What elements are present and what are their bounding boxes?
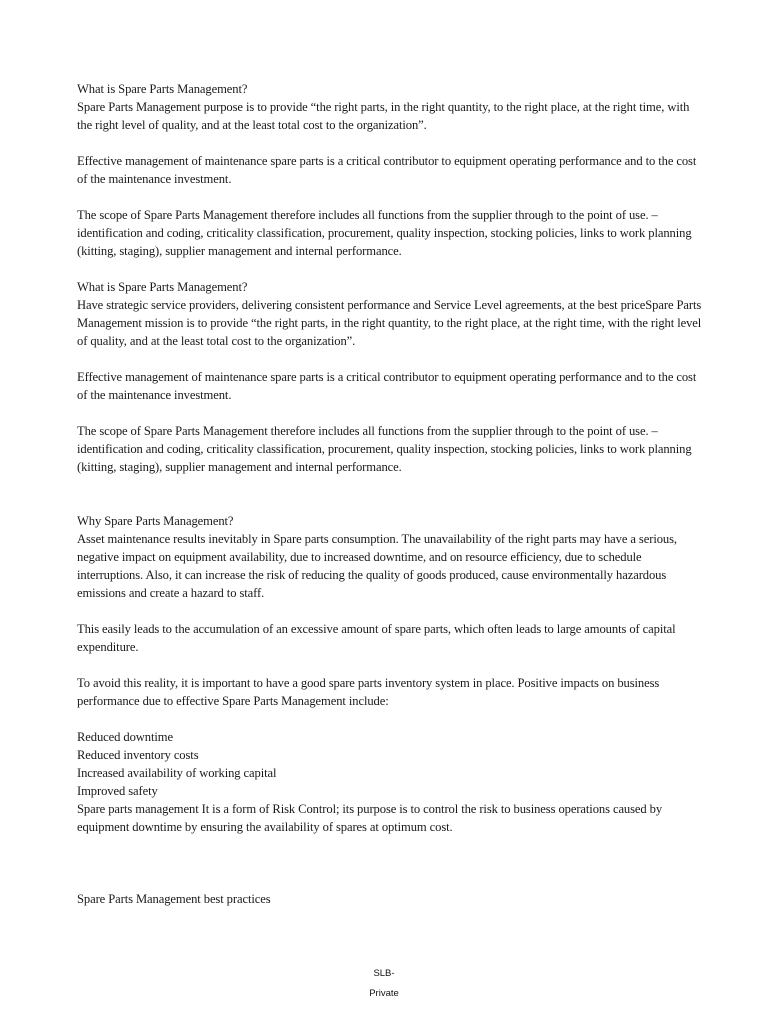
paragraph: Asset maintenance results inevitably in Spare parts consumption. The unavailability of the right parts may have a serious, negative impact on equipment availability, due to increased downtime, and on resource efficiency, due to schedule interruptions. Also, it can increase the risk of reducing the quality of goods produced, cause environmentally hazardous emissions and create a hazard to staff. (77, 532, 677, 600)
classification-footer (0, 964, 768, 1004)
footer-line: SLB- (373, 968, 395, 979)
section-what-is-1 (77, 80, 702, 260)
best-practices-heading: Spare Parts Management best practices (77, 892, 271, 906)
section-why (77, 512, 702, 836)
section-heading: What is Spare Parts Management? (77, 280, 248, 294)
paragraph: Spare Parts Management purpose is to provide “the right parts, in the right quantity, to the right place, at the right time, with the right level of quality, and at the least total cost to the organization”. (77, 100, 690, 132)
document-body (77, 80, 702, 908)
section-heading: Why Spare Parts Management? (77, 514, 234, 528)
footer-line: Private (369, 988, 399, 999)
paragraph: This easily leads to the accumulation of an excessive amount of spare parts, which often leads to large amounts of capital expenditure. (77, 622, 676, 654)
paragraph: Spare parts management It is a form of Risk Control; its purpose is to control the risk to business operations caused by equipment downtime by ensuring the availability of spares at optimum cost. (77, 802, 663, 834)
list-item: Reduced inventory costs (77, 748, 199, 762)
paragraph: Effective management of maintenance spare parts is a critical contributor to equipment operating performance and to the cost of the maintenance investment. (77, 154, 697, 186)
paragraph: The scope of Spare Parts Management therefore includes all functions from the supplier through to the point of use. – identification and coding, criticality classification, procurement, quality inspection, stocking policies, links to work planning (kitting, staging), supplier management and internal performance. (77, 208, 692, 258)
paragraph: Effective management of maintenance spare parts is a critical contributor to equipment operating performance and to the cost of the maintenance investment. (77, 370, 697, 402)
list-item: Reduced downtime (77, 730, 173, 744)
list-item: Improved safety (77, 784, 158, 798)
list-item: Increased availability of working capital (77, 766, 277, 780)
paragraph: To avoid this reality, it is important to have a good spare parts inventory system in place. Positive impacts on business performance due to effective Spare Parts Management include: (77, 676, 660, 708)
section-heading: What is Spare Parts Management? (77, 82, 248, 96)
benefits-list (77, 728, 702, 800)
paragraph: Have strategic service providers, delivering consistent performance and Service Level agreements, at the best priceSpare Parts Management mission is to provide “the right parts, in the right quantity, to the right place, at the right time, with the right level of quality, and at the least total cost to the organization”. (77, 298, 702, 348)
paragraph: The scope of Spare Parts Management therefore includes all functions from the supplier through to the point of use. – identification and coding, criticality classification, procurement, quality inspection, stocking policies, links to work planning (kitting, staging), supplier management and internal performance. (77, 424, 692, 474)
section-what-is-2 (77, 278, 702, 476)
